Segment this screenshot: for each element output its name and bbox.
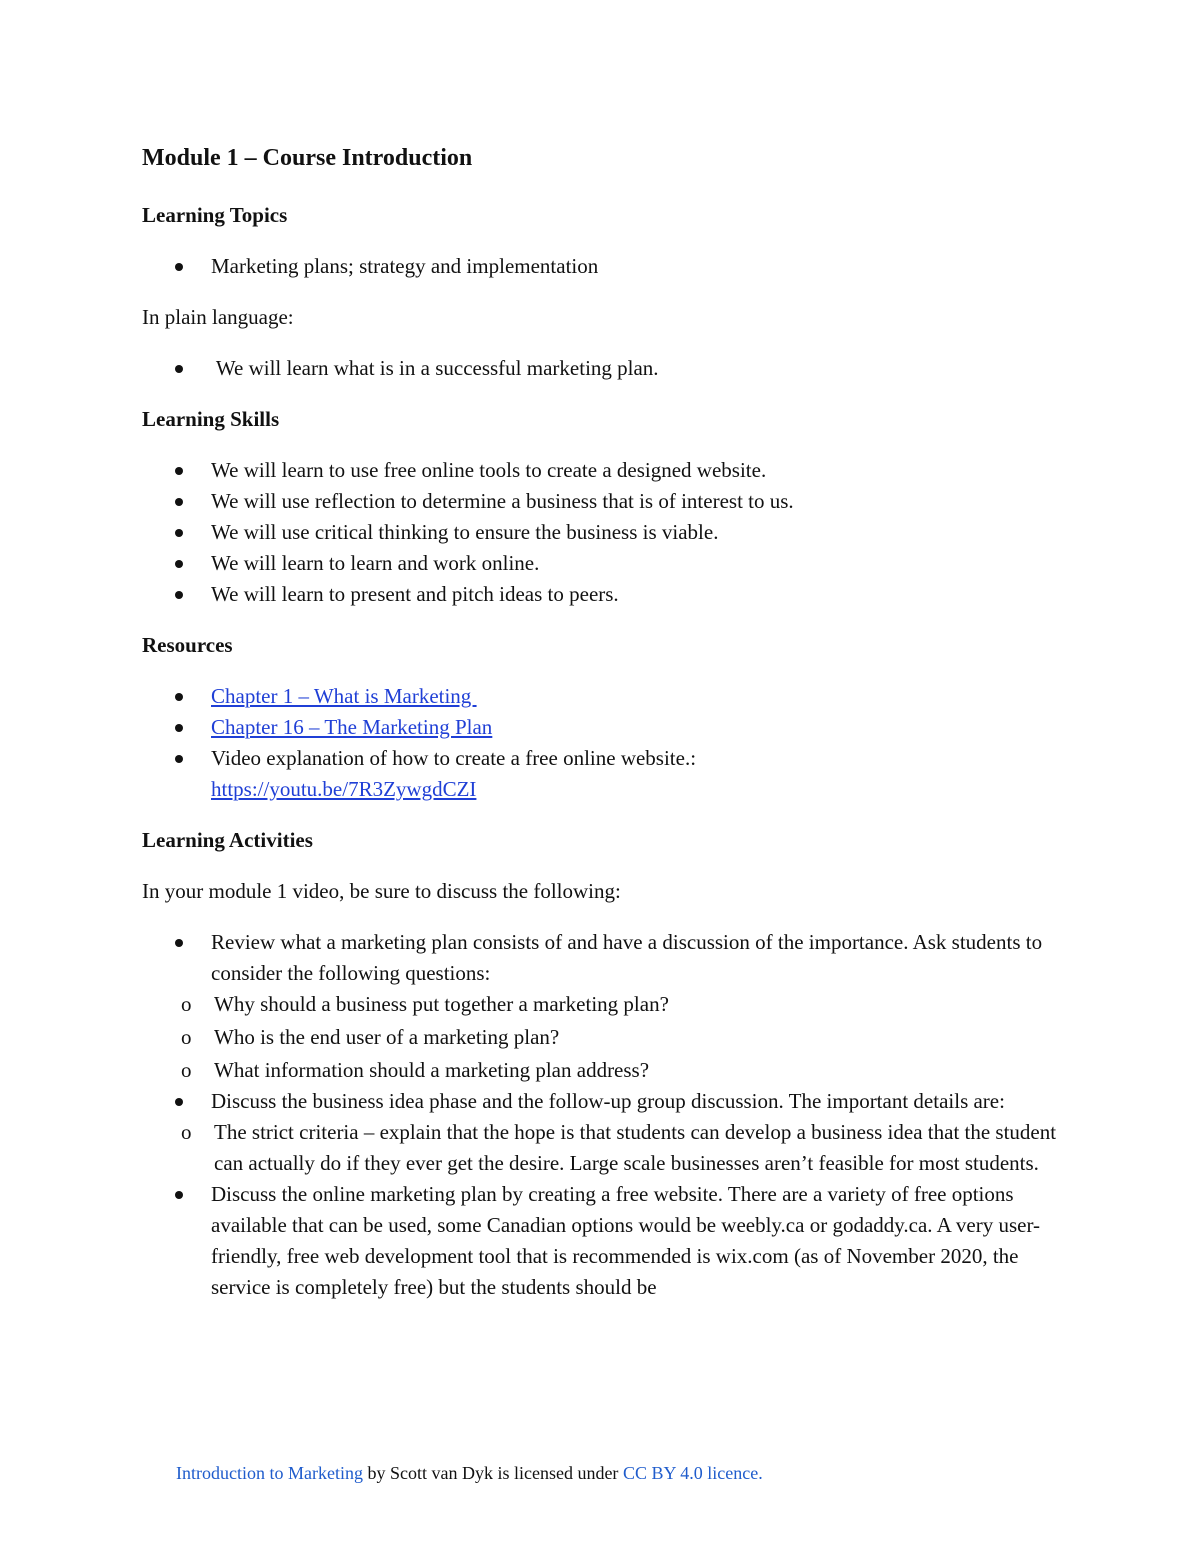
- bullet-icon: [175, 1098, 183, 1106]
- resources-list: [142, 681, 1072, 805]
- list-item: We will use critical thinking to ensure the business is viable.: [142, 517, 1072, 548]
- chapter-1-link[interactable]: Chapter 1 – What is Marketing: [211, 684, 477, 708]
- license-footer: Introduction to Marketing by Scott van Dyk is licensed under CC BY 4.0 licence.: [176, 1463, 763, 1483]
- circle-bullet-icon: o: [181, 1058, 192, 1082]
- list-item: We will learn to present and pitch ideas to peers.: [142, 579, 1072, 610]
- bullet-icon: [175, 693, 183, 701]
- list-item: [142, 681, 1072, 712]
- sub-list-item: o The strict criteria – explain that the hope is that students can develop a business idea that the student can actually do if they ever get the desire. Large scale businesses aren’t feasible for most students.: [142, 1117, 1072, 1179]
- document-page: [142, 140, 1072, 1303]
- list-item: Discuss the business idea phase and the follow-up group discussion. The important details are: o The strict criteria – explain that the hope is that students can develop a business idea that the student can actually do if they ever get the desire. Large scale businesses aren’t feasible for most students.: [142, 1086, 1072, 1179]
- learning-skills-list: [142, 455, 1072, 610]
- bullet-icon: [175, 498, 183, 506]
- list-item: Discuss the online marketing plan by creating a free website. There are a variety of free options available that can be used, some Canadian options would be weebly.ca or godaddy.ca. A very user-friendly, free web development tool that is recommended is wix.com (as of November 2020, the service is completely free) but the students should be: [142, 1179, 1072, 1303]
- page-title: Module 1 – Course Introduction: [142, 145, 473, 171]
- sub-list-item: o Who is the end user of a marketing plan?: [142, 1022, 1072, 1053]
- circle-bullet-icon: o: [181, 1120, 192, 1144]
- list-item: Marketing plans; strategy and implementation: [142, 251, 1072, 282]
- bullet-icon: [175, 724, 183, 732]
- learning-topics-heading: Learning Topics: [142, 203, 288, 227]
- plain-language-list: [142, 353, 1072, 384]
- learning-topics-list: [142, 251, 1072, 282]
- bullet-icon: [175, 560, 183, 568]
- list-item: We will use reflection to determine a business that is of interest to us.: [142, 486, 1072, 517]
- circle-bullet-icon: o: [181, 992, 192, 1016]
- bullet-icon: [175, 755, 183, 763]
- learning-activities-heading: Learning Activities: [142, 828, 313, 852]
- list-item: Review what a marketing plan consists of and have a discussion of the importance. Ask students to consider the following questions: o Why should a business put together a marketing plan? o Who is the end user of a marketing plan? o What information should a marketing plan address?: [142, 927, 1072, 1086]
- learning-skills-heading: Learning Skills: [142, 407, 280, 431]
- list-item: Video explanation of how to create a free online website.: https://youtu.be/7R3ZywgdCZI: [142, 743, 1072, 805]
- bullet-icon: [175, 939, 183, 947]
- list-item: We will learn to learn and work online.: [142, 548, 1072, 579]
- license-link[interactable]: CC BY 4.0 licence.: [622, 1463, 763, 1483]
- course-title-link[interactable]: Introduction to Marketing: [176, 1463, 363, 1483]
- bullet-icon: [175, 467, 183, 475]
- circle-bullet-icon: o: [181, 1025, 192, 1049]
- list-item: We will learn what is in a successful marketing plan.: [142, 353, 1072, 384]
- plain-language-label: In plain language:: [142, 305, 294, 329]
- sub-list: [142, 989, 1072, 1086]
- bullet-icon: [175, 1191, 183, 1199]
- sub-list-item: o What information should a marketing plan address?: [142, 1055, 1072, 1086]
- activities-intro: In your module 1 video, be sure to discuss the following:: [142, 879, 621, 903]
- resources-heading: Resources: [142, 633, 233, 657]
- sub-list-item: o Why should a business put together a marketing plan?: [142, 989, 1072, 1020]
- activities-list: [142, 927, 1072, 1303]
- bullet-icon: [175, 529, 183, 537]
- bullet-icon: [175, 365, 183, 373]
- list-item: [142, 712, 1072, 743]
- list-item: We will learn to use free online tools to create a designed website.: [142, 455, 1072, 486]
- sub-list: [142, 1117, 1072, 1179]
- video-link[interactable]: https://youtu.be/7R3ZywgdCZI: [211, 777, 477, 801]
- bullet-icon: [175, 263, 183, 271]
- chapter-16-link[interactable]: Chapter 16 – The Marketing Plan: [211, 715, 493, 739]
- bullet-icon: [175, 591, 183, 599]
